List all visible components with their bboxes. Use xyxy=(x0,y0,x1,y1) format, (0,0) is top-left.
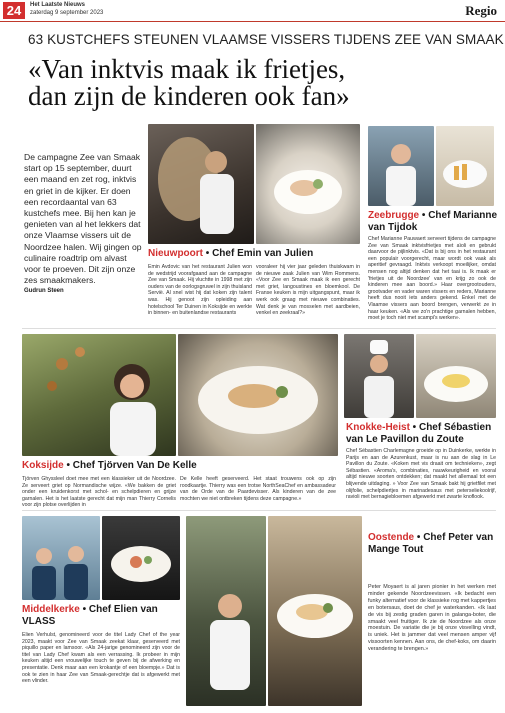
chef-illustration xyxy=(368,126,434,206)
byline: Gudrun Steen xyxy=(24,288,64,294)
chef-illustration xyxy=(22,334,176,456)
paper-date: zaterdag 9 september 2023 xyxy=(30,10,104,16)
chef-name-tjorven: Chef Tjörven Van De Kelle xyxy=(72,460,197,471)
paper-name: Het Laatste Nieuws xyxy=(30,2,86,8)
photo-dish-emin xyxy=(256,124,360,244)
chef-illustration xyxy=(22,516,100,600)
chef-name-marianne: Chef Marianne van Tijdok xyxy=(368,210,498,233)
divider-row2 xyxy=(22,510,496,511)
article-headline xyxy=(28,56,498,110)
photo-chef-sebastien xyxy=(344,334,414,418)
town-koksijde: Koksijde xyxy=(22,460,64,471)
text-peter: Peter Moyaert is al jaren pionier in het werken met minder gekende Noordzeevissen. «Ik bedacht een funky alternatief voor de klassieke rog met kappertjes en botersaus, doet de chef je waterkanden. «Ik laat de vis bij zestig graden garen in galanga-boter, die smaakt veel fruitiger. Ik zie de Noordzee als onze moestuin. De variatie die je bij onze visvelling vindt, is uniek. Het is jammer dat veel mensen amper vijf vissoorten kennen. Aan ons, de chef-koks, om daarin verandering te brengen.» xyxy=(368,584,496,653)
heading-nieuwpoort: Nieuwpoort • Chef Emin van Julien xyxy=(148,248,314,259)
headline-line-1: «Van inktvis maak ik frietjes, xyxy=(28,54,346,84)
paper-info xyxy=(30,1,103,17)
town-knokke-heist: Knokke-Heist xyxy=(346,422,410,433)
chef-name-sebastien: Chef Sébastien van Le Pavillon du Zoute xyxy=(346,422,492,445)
photo-chef-peter xyxy=(186,516,266,706)
heading-middelkerke: Middelkerke • Chef Elien van VLASS xyxy=(22,604,158,627)
chef-name-emin: Chef Emin van Julien xyxy=(212,248,314,259)
dish-illustration xyxy=(268,516,362,706)
photo-dish-elien xyxy=(102,516,180,600)
heading-knokke: Knokke-Heist • Chef Sébastien van Le Pavillon du Zoute xyxy=(346,422,492,445)
chef-illustration xyxy=(186,516,266,706)
photo-chef-elien xyxy=(22,516,100,600)
heading-oostende: Oostende • Chef Peter van Mange Tout xyxy=(368,532,494,555)
headline-line-2: dan zijn de kinderen ook fan» xyxy=(28,81,350,111)
dish-illustration xyxy=(102,516,180,600)
chef-name-peter: Chef Peter van Mange Tout xyxy=(368,532,494,555)
photo-dish-marianne xyxy=(436,126,494,206)
chef-illustration xyxy=(344,334,414,418)
town-nieuwpoort: Nieuwpoort xyxy=(148,248,203,259)
text-emin-b: vooraleer hij vier jaar geleden thuiskwam in de nieuwe zaak Julien van Wim Rommens. «Voor Zee en Smaak maak ik een gerecht met griet, langoustines en bloemkool. De Franse keuken is mijn uitgangspunt, maar ik werk ook graag met nieuwe combinaties. Wat denk je van mosselen met aardbeien, venkel en zeekraal?» xyxy=(256,264,360,317)
photo-dish-tjorven xyxy=(178,334,338,456)
heading-zeebrugge: Zeebrugge • Chef Marianne van Tijdok xyxy=(368,210,498,233)
text-marianne: Chef Marianne Pauwaert serveert tijdens de campagne Zee van Smaak inktvisfrietjes met aïoli en gebrukt daarvoor de pijlinktvis. «Dat is bij ons in het restaurant een populair voorgerecht, maar wordt ook vaak als aperitief gevraagd. Inktvis verkoopt moeilijker, omdat mensen nog altijd denken dat het taai is. Ik maak er 'frietjes uit de Noordzee' van en krijg zo ook de kinderen mee aan boord.» Haar overgrootouders, grootvader en vader waren vissers en reders, Marianne heeft dus nooit iets anders gekend. Enkel met de Vlaamse vissers aan boord brengen, verwerkt ze in haar keuken. «Als we zo'n prachtige garnalen hebben, moet je toch niet met scampi's werken». xyxy=(368,236,496,322)
chef-name-elien: Chef Elien van VLASS xyxy=(22,604,158,627)
text-elien: Elien Verhulst, genomineerd voor de titel Lady Chef of the year 2023, maakt voor Zee van Smaak zeekat klaar, geserveerd met piquillo paper en lamsoor. «Als 24-jarige genomineerd zijn voor de titel van Lady Chef kwam als een verrassing. Ik probeer in mijn keuken altijd een vrouwelijke touch te geven bij de afwerking en presentatie. Denk maar aan een krokantje of een bloempje.» Dat is ook te zien in haar Zee van Smaak-gerechtje dat is afgewerkt met een vlinder. xyxy=(22,632,180,685)
heading-koksijde: Koksijde • Chef Tjörven Van De Kelle xyxy=(22,460,197,471)
dish-illustration xyxy=(178,334,338,456)
dish-illustration xyxy=(416,334,496,418)
section-name: Regio xyxy=(465,3,497,18)
photo-dish-peter xyxy=(268,516,362,706)
text-sebastien: Chef Sébastien Charlemagne groeide op in Duinkerke, werkte in Parijs en aan de Azurenkust, maar is nu aan de slag in Le Pavillon du Zoute. «Koken met vis draait om technieken», zegt Sébastien. «Aroma's, combinaties, nauwkeurigheid en vooral altijd nieuwe soorten ontdekken; dat maakt het allemaal tot een blijvende uitdaging. » Voor Zee van Smaak bakt hij grietfilet met olijfolie, schelpdiertjes in marinadesaus met peterseliekoolrijf, ravioli met bernagiebloemen afgewerkt met zwarte knoflook. xyxy=(346,448,496,501)
photo-dish-sebastien xyxy=(416,334,496,418)
town-oostende: Oostende xyxy=(368,532,415,543)
town-middelkerke: Middelkerke xyxy=(22,604,80,615)
chef-illustration xyxy=(148,124,254,244)
photo-chef-tjorven xyxy=(22,334,176,456)
article-intro: De campagne Zee van Smaak start op 15 september, duurt een maand en zet rog, inktvis en griet in de kijker. Er doen een recordaantal van 63 kustchefs mee. Bij hen kan je genieten van al het lekkers dat onze Vlaamse vissers uit de Noordzee halen. Wij gingen op culinaire roadtrip om alvast voor te proeven. Dit zijn onze zes smaakmakers. xyxy=(24,152,142,286)
text-tjorven-a: Tjörven Ghyssleel doet mee met een klassieker uit de Noordzee. Ze serveert griet op Normandische wijze. «We bakken de griet onder een kruidenkorst met schol- en schelpdieren en grijze garnalen. Het is het laatste gerecht dat mijn man Thierry Cornelis voor zijn plotse overlijden in xyxy=(22,476,176,509)
article-kicker: 63 KUSTCHEFS STEUNEN VLAAMSE VISSERS TIJDENS ZEE VAN SMAAK xyxy=(28,32,504,47)
dish-illustration xyxy=(256,124,360,244)
page-number: 24 xyxy=(3,2,25,19)
text-tjorven-b: De Kelle heeft geserveerd. Het staat trouwens ook op zijn roodkaartje. Thierry was een trotse NorthSeaChef en ambassadeur van de Orde van de Paardevisser. Als kinderen van de zee mochten we niet ontbreken tijdens deze campagne.» xyxy=(180,476,336,502)
photo-chef-emin xyxy=(148,124,254,244)
town-zeebrugge: Zeebrugge xyxy=(368,210,420,221)
text-emin-a: Emin Avdovic van het restaurant Julien won de wedstrijd voorafgaand aan de campagne Zee van Smaak. Hij vluchtte in 1998 met zijn ouders van de oorlogsgruwel in zijn thuisland Servië. Al snel wist hij dat koken zijn talent was. Hij genoot zijn opleiding aan hotelschool Ter Duinen in Koksijde en werkte in binnen- en buitenlandse restaurants xyxy=(148,264,252,317)
divider-row1 xyxy=(22,328,496,329)
dish-illustration xyxy=(436,126,494,206)
photo-chef-marianne xyxy=(368,126,434,206)
